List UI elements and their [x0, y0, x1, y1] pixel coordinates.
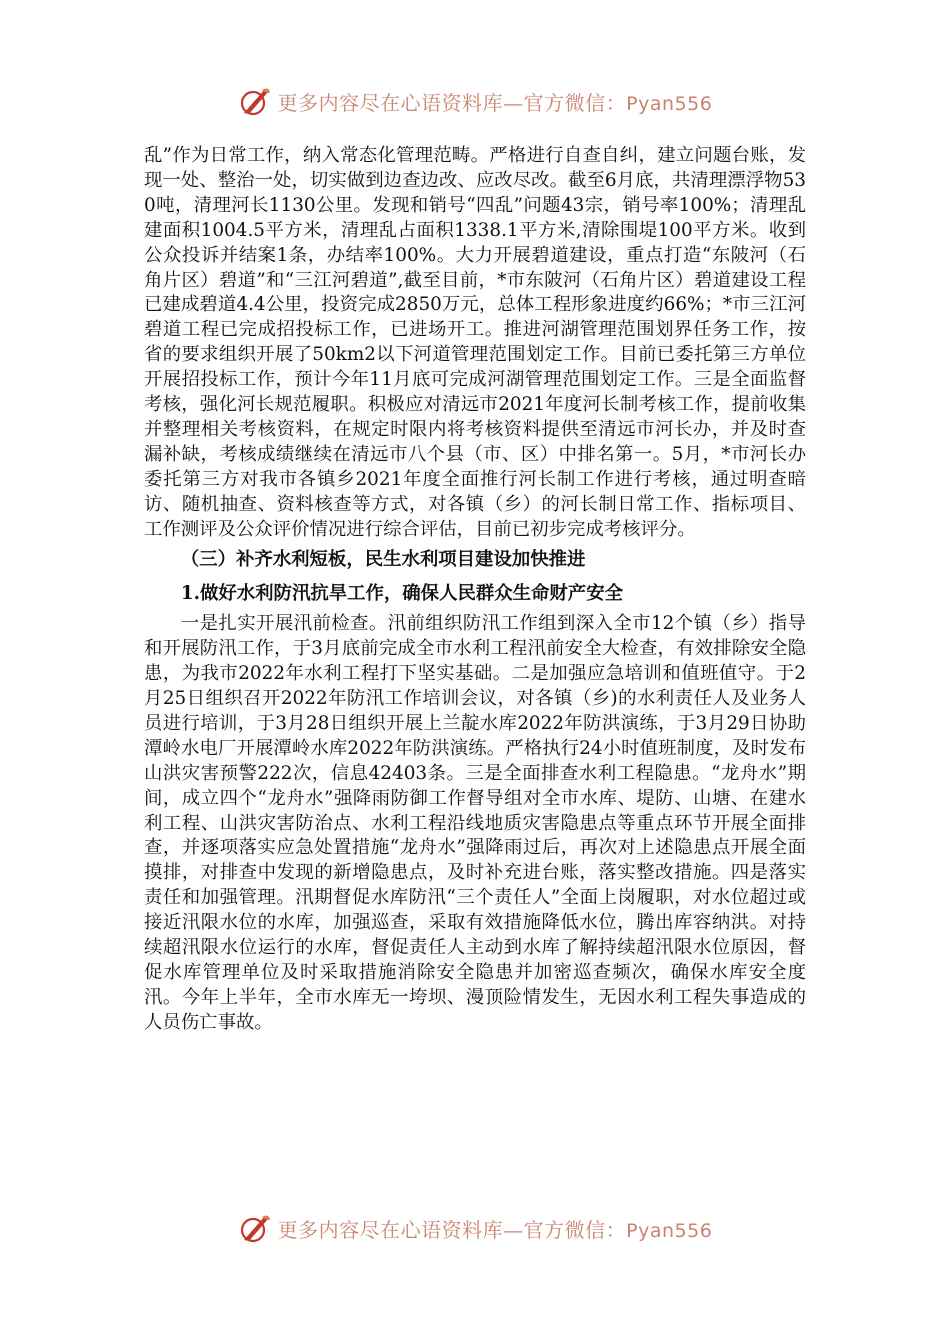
header-watermark [0, 84, 950, 118]
document-body [144, 144, 806, 1036]
watermark-text: 更多内容尽在心语资料库—官方微信：Pyan556 [277, 1217, 713, 1242]
body-paragraph-2: 一是扎实开展汛前检查。汛前组织防汛工作组到深入全市12个镇（乡）指导和开展防汛工作，于3月底前完成全市水利工程汛前安全大检查，有效排除安全隐患，为我市2022年水利工程打下坚实基础。二是加强应急培训和值班值守。于2月25日组织召开2022年防汛工作培训会议，对各镇（乡)的水利责任人及业务人员进行培训，于3月28日组织开展上兰靛水库2022年防洪演练，于3月29日协助潭岭水电厂开展潭岭水库2022年防洪演练。严格执行24小时值班制度，及时发布山洪灾害预警222次，信息42403条。三是全面排查水利工程隐患。“龙舟水”期间，成立四个“龙舟水”强降雨防御工作督导组对全市水库、堤防、山塘、在建水利工程、山洪灾害防治点、水利工程沿线地质灾害隐患点等重点环节开展全面排查，并逐项落实应急处置措施“龙舟水”强降雨过后，再次对上述隐患点开展全面摸排，对排查中发现的新增隐患点，及时补充进台账，落实整改措施。四是落实责任和加强管理。汛期督促水库防汛“三个责任人”全面上岗履职，对水位超过或接近汛限水位的水库，加强巡查，采取有效措施降低水位，腾出库容纳洪。对持续超汛限水位运行的水库，督促责任人主动到水库了解持续超汛限水位原因，督促水库管理单位及时采取措施消除安全隐患并加密巡查频次，确保水库安全度汛。今年上半年，全市水库无一垮坝、漫顶险情发生，无因水利工程失事造成的人员伤亡事故。 [144, 613, 806, 1033]
footer-watermark [0, 1211, 950, 1245]
body-paragraph-1: 乱”作为日常工作，纳入常态化管理范畴。严格进行自查自纠，建立问题台账，发现一处、整治一处，切实做到边查边改、应改尽改。截至6月底，共清理漂浮物530吨，清理河长1130公里。发现和销号“四乱”问题43宗，销号率100%；清理乱建面积1004.5平方米，清理乱占面积1338.1平方米,清除围堤100平方米。收到公众投诉并结案1条，办结率100%。大力开展碧道建设，重点打造“东陂河（石角片区）碧道”和“三江河碧道”,截至目前，*市东陂河（石角片区）碧道建设工程已建成碧道4.4公里，投资完成2850万元，总体工程形象进度约66%；*市三江河碧道工程已完成招投标工作，已进场开工。推进河湖管理范围划界任务工作，按省的要求组织开展了50km2以下河道管理范围划定工作。目前已委托第三方单位开展招投标工作，预计今年11月底可完成河湖管理范围划定工作。三是全面监督考核，强化河长规范履职。积极应对清远市2021年度河长制考核工作，提前收集并整理相关考核资料，在规定时限内将考核资料提供至清远市河长办，并及时查漏补缺，考核成绩继续在清远市八个县（市、区）中排名第一。5月，*市河长办委托第三方对我市各镇乡2021年度全面推行河长制工作进行考核，通过明查暗访、随机抽查、资料核查等方式，对各镇（乡）的河长制日常工作、指标项目、工作测评及公众评价情况进行综合评估，目前已初步完成考核评分。 [144, 145, 806, 540]
quill-logo-icon [238, 84, 272, 118]
quill-logo-icon [238, 1211, 272, 1245]
section-heading: （三）补齐水利短板，民生水利项目建设加快推进 [180, 548, 586, 570]
subsection-heading: 1.做好水利防汛抗旱工作，确保人民群众生命财产安全 [180, 583, 623, 605]
watermark-text: 更多内容尽在心语资料库—官方微信：Pyan556 [277, 90, 713, 115]
